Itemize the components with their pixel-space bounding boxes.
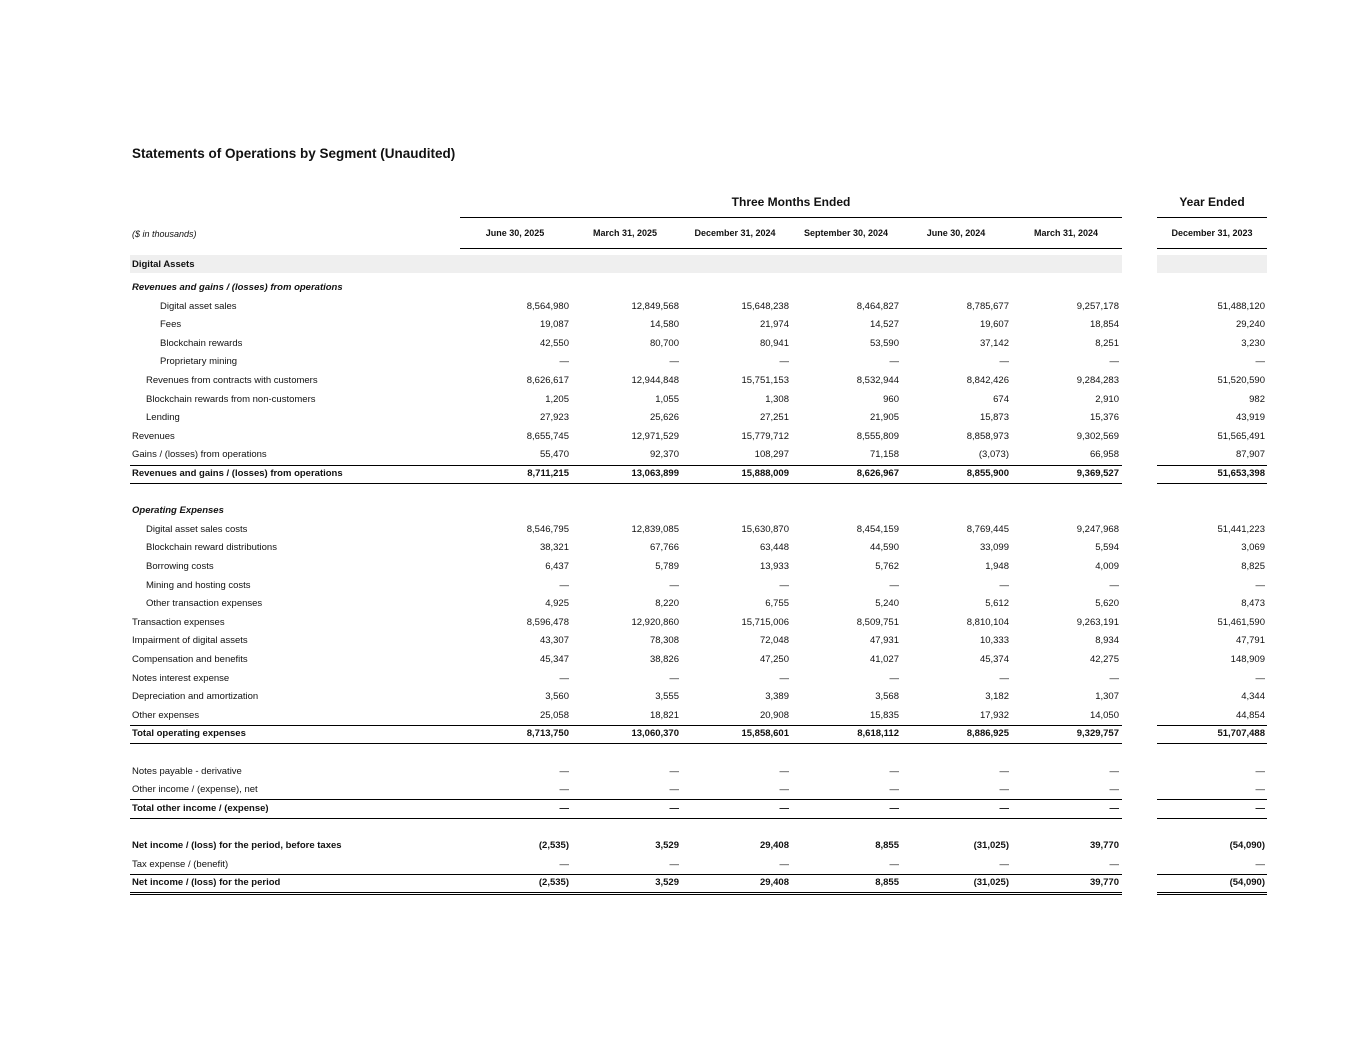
- cell-value: 45,374: [979, 654, 1009, 665]
- row-label: Notes payable - derivative: [132, 765, 242, 777]
- cell-value: 51,707,488: [1217, 728, 1265, 740]
- cell-value: 38,321: [539, 542, 569, 554]
- cell-value: —: [779, 802, 789, 814]
- cell-value: —: [559, 858, 569, 870]
- table-row: [0, 391, 1365, 409]
- table-row: [0, 856, 1365, 874]
- cell-value: 8,934: [1095, 635, 1119, 647]
- cell-value: 4,344: [1241, 691, 1265, 703]
- cell-value: 8,251: [1095, 337, 1119, 349]
- table-row: [0, 800, 1365, 818]
- row-label: Digital asset sales: [160, 300, 237, 312]
- cell-value: 72,048: [759, 635, 789, 647]
- total-rule-top-year: [1157, 799, 1267, 800]
- cell-value: 51,520,590: [1217, 375, 1265, 386]
- segment-band: [130, 255, 1122, 273]
- cell-value: 15,648,238: [741, 300, 789, 312]
- row-label: Proprietary mining: [160, 356, 238, 368]
- cell-value: 14,580: [649, 319, 679, 331]
- cell-value: 27,251: [759, 412, 789, 424]
- column-header: September 30, 2024: [803, 228, 889, 238]
- cell-value: —: [1109, 858, 1119, 870]
- cell-value: 8,886,925: [966, 728, 1009, 740]
- table-row: [0, 707, 1365, 725]
- cell-value: (54,090): [1229, 840, 1265, 851]
- row-label: Revenues: [132, 430, 175, 442]
- cell-value: 25,058: [539, 709, 569, 721]
- cell-value: 21,905: [869, 412, 899, 424]
- cell-value: 960: [883, 393, 899, 405]
- cell-value: —: [1255, 765, 1265, 777]
- cell-value: 8,626,617: [526, 375, 569, 386]
- cell-value: 38,826: [649, 654, 679, 665]
- cell-value: 45,347: [539, 654, 569, 665]
- cell-value: 55,470: [539, 449, 569, 461]
- cell-value: 19,087: [539, 319, 569, 331]
- cell-value: —: [889, 802, 899, 814]
- table-row: [0, 446, 1365, 464]
- table-row: [0, 688, 1365, 706]
- row-label: Transaction expenses: [132, 616, 225, 628]
- cell-value: 15,888,009: [741, 468, 789, 479]
- row-label: Impairment of digital assets: [132, 635, 248, 647]
- cell-value: 15,858,601: [741, 728, 789, 740]
- cell-value: (2,535): [538, 877, 569, 889]
- table-row: [0, 595, 1365, 613]
- cell-value: 8,855,900: [966, 468, 1009, 479]
- cell-value: 44,854: [1235, 709, 1265, 721]
- cell-value: 9,247,968: [1076, 523, 1119, 535]
- cell-value: 51,461,590: [1217, 616, 1265, 628]
- cell-value: 15,630,870: [741, 523, 789, 535]
- cell-value: 41,027: [869, 654, 899, 665]
- row-label: Depreciation and amortization: [132, 691, 259, 703]
- segment-label: Digital Assets: [132, 259, 195, 270]
- row-label: Total other income / (expense): [132, 802, 269, 814]
- cell-value: —: [559, 672, 569, 684]
- cell-value: 8,825: [1241, 561, 1265, 572]
- row-label: Gains / (losses) from operations: [132, 449, 267, 461]
- cell-value: 4,009: [1095, 561, 1119, 572]
- cell-value: 80,941: [759, 337, 789, 349]
- cell-value: —: [779, 858, 789, 870]
- column-header-rule-year: [1157, 248, 1267, 249]
- cell-value: —: [1109, 802, 1119, 814]
- cell-value: —: [999, 672, 1009, 684]
- cell-value: —: [559, 765, 569, 777]
- cell-value: 47,791: [1235, 635, 1265, 647]
- cell-value: 29,240: [1235, 319, 1265, 331]
- cell-value: 42,550: [539, 337, 569, 349]
- cell-value: —: [779, 356, 789, 368]
- cell-value: 9,263,191: [1076, 616, 1119, 628]
- cell-value: 92,370: [649, 449, 679, 461]
- table-row: [0, 874, 1365, 892]
- cell-value: —: [779, 784, 789, 796]
- cell-value: 13,933: [759, 561, 789, 572]
- total-rule-double-year: [1157, 894, 1267, 895]
- cell-value: —: [779, 579, 789, 591]
- cell-value: —: [779, 672, 789, 684]
- cell-value: 67,766: [649, 542, 679, 554]
- cell-value: 21,974: [759, 319, 789, 331]
- cell-value: —: [559, 784, 569, 796]
- table-row: [0, 781, 1365, 799]
- total-rule-top: [130, 874, 1122, 875]
- cell-value: —: [1255, 579, 1265, 591]
- total-rule-top-year: [1157, 874, 1267, 875]
- table-row: [0, 558, 1365, 576]
- segment-band-year: [1157, 255, 1267, 273]
- column-header: March 31, 2025: [592, 228, 658, 238]
- cell-value: 8,855: [875, 877, 899, 889]
- cell-value: 8,858,973: [966, 430, 1009, 442]
- cell-value: —: [779, 765, 789, 777]
- row-label: Other transaction expenses: [146, 598, 263, 610]
- cell-value: 13,060,370: [631, 728, 679, 740]
- cell-value: 1,307: [1095, 691, 1119, 703]
- cell-value: 9,284,283: [1076, 375, 1119, 386]
- cell-value: 2,910: [1095, 393, 1119, 405]
- cell-value: —: [889, 784, 899, 796]
- cell-value: 29,408: [759, 840, 789, 851]
- cell-value: 29,408: [759, 877, 789, 889]
- cell-value: 51,488,120: [1217, 300, 1265, 312]
- row-label: Revenues from contracts with customers: [146, 375, 318, 386]
- row-label: Borrowing costs: [146, 561, 214, 572]
- cell-value: 1,055: [655, 393, 679, 405]
- cell-value: 47,931: [869, 635, 899, 647]
- cell-value: 8,532,944: [856, 375, 899, 386]
- cell-value: 1,205: [545, 393, 569, 405]
- row-label: Compensation and benefits: [132, 654, 248, 665]
- cell-value: 12,920,860: [631, 616, 679, 628]
- cell-value: 12,971,529: [631, 430, 679, 442]
- cell-value: 43,919: [1235, 412, 1265, 424]
- cell-value: —: [1255, 356, 1265, 368]
- table-row: [0, 521, 1365, 539]
- cell-value: 63,448: [759, 542, 789, 554]
- column-header: June 30, 2024: [926, 228, 986, 238]
- cell-value: 8,618,112: [857, 728, 899, 740]
- cell-value: 8,546,795: [526, 523, 569, 535]
- table-row: [0, 409, 1365, 427]
- table-row: [0, 502, 1365, 520]
- table-row: [0, 484, 1365, 502]
- cell-value: —: [889, 672, 899, 684]
- cell-value: 8,473: [1241, 598, 1265, 610]
- cell-value: 5,612: [985, 598, 1009, 610]
- cell-value: 15,873: [979, 412, 1009, 424]
- table-row: [0, 353, 1365, 371]
- units-label: ($ in thousands): [132, 229, 197, 239]
- cell-value: 20,908: [759, 709, 789, 721]
- total-rule-top-year: [1157, 465, 1267, 466]
- header-rule-year: [1157, 217, 1267, 218]
- column-header: December 31, 2024: [694, 228, 776, 238]
- cell-value: —: [669, 672, 679, 684]
- cell-value: (54,090): [1229, 877, 1265, 889]
- cell-value: 5,240: [875, 598, 899, 610]
- cell-value: (3,073): [978, 449, 1009, 461]
- cell-value: —: [669, 765, 679, 777]
- cell-value: 15,751,153: [741, 375, 789, 386]
- row-label: Digital asset sales costs: [146, 523, 248, 535]
- cell-value: 15,779,712: [741, 430, 789, 442]
- cell-value: 8,555,809: [856, 430, 899, 442]
- cell-value: 51,565,491: [1217, 430, 1265, 442]
- cell-value: 9,257,178: [1076, 300, 1119, 312]
- table-row: [0, 465, 1365, 483]
- cell-value: 148,909: [1230, 654, 1265, 665]
- table-row: [0, 428, 1365, 446]
- cell-value: 19,607: [979, 319, 1009, 331]
- header-rule-three-months: [460, 217, 1122, 218]
- total-rule-bottom-year: [1157, 892, 1267, 893]
- cell-value: —: [669, 579, 679, 591]
- cell-value: 8,596,478: [526, 616, 569, 628]
- cell-value: 3,560: [545, 691, 569, 703]
- table-row: [0, 279, 1365, 297]
- cell-value: 25,626: [649, 412, 679, 424]
- table-row: [0, 316, 1365, 334]
- table-row: [0, 763, 1365, 781]
- cell-value: 9,329,757: [1076, 728, 1119, 740]
- cell-value: —: [889, 765, 899, 777]
- cell-value: —: [669, 802, 679, 814]
- cell-value: 8,842,426: [966, 375, 1009, 386]
- cell-value: 27,923: [539, 412, 569, 424]
- cell-value: —: [889, 356, 899, 368]
- cell-value: 982: [1249, 393, 1265, 405]
- total-rule-top: [130, 725, 1122, 726]
- cell-value: 18,854: [1089, 319, 1119, 331]
- row-label: Operating Expenses: [132, 505, 224, 517]
- cell-value: —: [669, 356, 679, 368]
- cell-value: 8,509,751: [856, 616, 899, 628]
- cell-value: 8,220: [655, 598, 679, 610]
- cell-value: (31,025): [973, 840, 1009, 851]
- cell-value: —: [669, 784, 679, 796]
- page-title: Statements of Operations by Segment (Unaudited): [132, 146, 456, 161]
- cell-value: 8,711,215: [527, 468, 569, 479]
- cell-value: 8,785,677: [966, 300, 1009, 312]
- cell-value: —: [1109, 356, 1119, 368]
- row-label: Other income / (expense), net: [132, 784, 258, 796]
- cell-value: —: [1255, 672, 1265, 684]
- cell-value: 6,437: [545, 561, 569, 572]
- cell-value: 8,810,104: [966, 616, 1009, 628]
- row-label: Net income / (loss) for the period, before taxes: [132, 840, 342, 851]
- cell-value: —: [999, 579, 1009, 591]
- cell-value: —: [1109, 765, 1119, 777]
- cell-value: 10,333: [979, 635, 1009, 647]
- header-three-months: Three Months Ended: [731, 195, 851, 209]
- row-label: Notes interest expense: [132, 672, 230, 684]
- cell-value: 66,958: [1089, 449, 1119, 461]
- cell-value: 674: [993, 393, 1009, 405]
- row-label: Blockchain reward distributions: [146, 542, 277, 554]
- cell-value: —: [559, 802, 569, 814]
- cell-value: 3,389: [765, 691, 789, 703]
- cell-value: 17,932: [979, 709, 1009, 721]
- table-row: [0, 837, 1365, 855]
- cell-value: 51,441,223: [1217, 523, 1265, 535]
- cell-value: 4,925: [545, 598, 569, 610]
- row-label: Net income / (loss) for the period: [132, 877, 281, 889]
- cell-value: —: [559, 356, 569, 368]
- cell-value: 8,564,980: [526, 300, 569, 312]
- cell-value: 37,142: [979, 337, 1009, 349]
- table-row: [0, 632, 1365, 650]
- column-header: December 31, 2023: [1171, 228, 1253, 238]
- table-row: [0, 818, 1365, 836]
- row-label: Lending: [146, 412, 180, 424]
- cell-value: 15,835: [869, 709, 899, 721]
- cell-value: 9,302,569: [1076, 430, 1119, 442]
- table-row: [0, 614, 1365, 632]
- cell-value: —: [1109, 672, 1119, 684]
- cell-value: —: [1255, 802, 1265, 814]
- cell-value: —: [999, 356, 1009, 368]
- cell-value: 42,275: [1089, 654, 1119, 665]
- row-label: Revenues and gains / (losses) from operations: [132, 282, 343, 293]
- row-label: Other expenses: [132, 709, 200, 721]
- cell-value: 8,855: [875, 840, 899, 851]
- cell-value: —: [999, 765, 1009, 777]
- table-row: [0, 577, 1365, 595]
- cell-value: —: [1255, 784, 1265, 796]
- cell-value: 80,700: [649, 337, 679, 349]
- cell-value: 13,063,899: [631, 468, 679, 479]
- cell-value: 1,948: [985, 561, 1009, 572]
- cell-value: 8,454,159: [856, 523, 899, 535]
- cell-value: 78,308: [649, 635, 679, 647]
- row-label: Blockchain rewards: [160, 337, 243, 349]
- cell-value: 3,555: [655, 691, 679, 703]
- cell-value: 9,369,527: [1076, 468, 1119, 479]
- total-rule-top-year: [1157, 725, 1267, 726]
- cell-value: 14,050: [1089, 709, 1119, 721]
- cell-value: 53,590: [869, 337, 899, 349]
- cell-value: —: [889, 579, 899, 591]
- table-row: [0, 744, 1365, 762]
- cell-value: 15,376: [1089, 412, 1119, 424]
- cell-value: 39,770: [1089, 877, 1119, 889]
- cell-value: 12,849,568: [631, 300, 679, 312]
- cell-value: 71,158: [869, 449, 899, 461]
- header-year-ended: Year Ended: [1179, 195, 1245, 209]
- cell-value: 5,789: [655, 561, 679, 572]
- table-row: [0, 298, 1365, 316]
- cell-value: 5,620: [1095, 598, 1119, 610]
- cell-value: 18,821: [649, 709, 679, 721]
- cell-value: 87,907: [1235, 449, 1265, 461]
- column-header-rule: [460, 248, 1122, 249]
- cell-value: 43,307: [539, 635, 569, 647]
- cell-value: 39,770: [1089, 840, 1119, 851]
- cell-value: —: [999, 802, 1009, 814]
- cell-value: 8,464,827: [856, 300, 899, 312]
- cell-value: —: [1255, 858, 1265, 870]
- table-row: [0, 539, 1365, 557]
- cell-value: 3,529: [655, 877, 679, 889]
- cell-value: 5,762: [875, 561, 899, 572]
- row-label: Blockchain rewards from non-customers: [146, 393, 316, 405]
- cell-value: 3,182: [985, 691, 1009, 703]
- cell-value: (2,535): [538, 840, 569, 851]
- column-header: March 31, 2024: [1033, 228, 1099, 238]
- cell-value: 15,715,006: [741, 616, 789, 628]
- total-rule-top: [130, 465, 1122, 466]
- table-row: [0, 670, 1365, 688]
- cell-value: —: [889, 858, 899, 870]
- cell-value: 12,944,848: [631, 375, 679, 386]
- cell-value: 6,755: [765, 598, 789, 610]
- cell-value: 44,590: [869, 542, 899, 554]
- cell-value: —: [999, 784, 1009, 796]
- cell-value: 12,839,085: [631, 523, 679, 535]
- cell-value: (31,025): [973, 877, 1009, 889]
- cell-value: 1,308: [765, 393, 789, 405]
- cell-value: —: [669, 858, 679, 870]
- row-label: Revenues and gains / (losses) from operations: [132, 468, 343, 479]
- cell-value: 3,230: [1241, 337, 1265, 349]
- cell-value: —: [1109, 579, 1119, 591]
- table-row: [0, 335, 1365, 353]
- cell-value: 5,594: [1095, 542, 1119, 554]
- table-row: [0, 725, 1365, 743]
- column-header: June 30, 2025: [485, 228, 545, 238]
- total-rule-bottom: [130, 892, 1122, 893]
- cell-value: 14,527: [869, 319, 899, 331]
- cell-value: 33,099: [979, 542, 1009, 554]
- total-rule-double: [130, 894, 1122, 895]
- table-row: [0, 651, 1365, 669]
- cell-value: 3,069: [1241, 542, 1265, 554]
- row-label: Mining and hosting costs: [146, 579, 251, 591]
- cell-value: 51,653,398: [1217, 468, 1265, 479]
- cell-value: 47,250: [759, 654, 789, 665]
- cell-value: 8,769,445: [966, 523, 1009, 535]
- cell-value: 8,626,967: [856, 468, 899, 479]
- row-label: Total operating expenses: [132, 728, 246, 740]
- total-rule-top: [130, 799, 1122, 800]
- table-row: [0, 372, 1365, 390]
- cell-value: 108,297: [754, 449, 789, 461]
- cell-value: 8,713,750: [526, 728, 569, 740]
- cell-value: —: [999, 858, 1009, 870]
- row-label: Fees: [160, 319, 182, 331]
- cell-value: —: [559, 579, 569, 591]
- cell-value: 3,568: [875, 691, 899, 703]
- cell-value: —: [1109, 784, 1119, 796]
- cell-value: 3,529: [655, 840, 679, 851]
- row-label: Tax expense / (benefit): [132, 858, 229, 870]
- cell-value: 8,655,745: [526, 430, 569, 442]
